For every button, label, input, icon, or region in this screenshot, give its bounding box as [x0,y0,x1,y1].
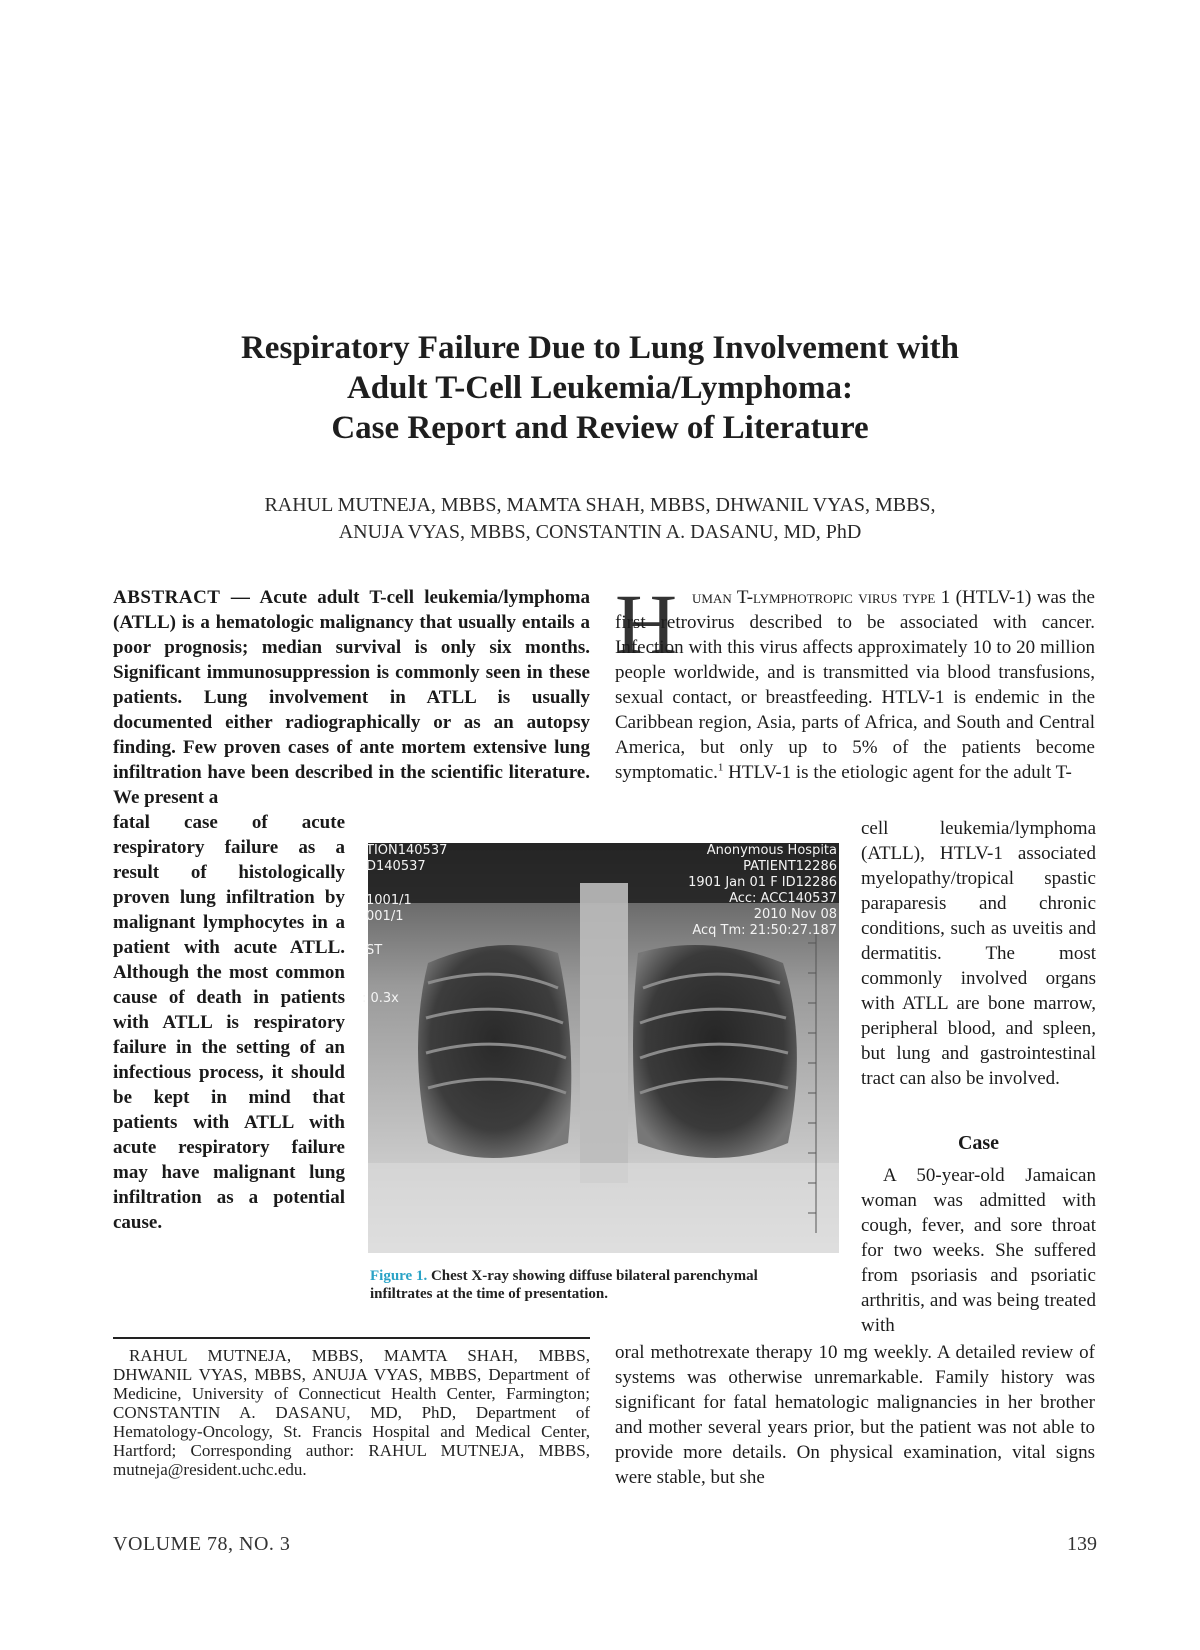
article-title [150,328,1050,448]
page-number: 139 [1067,1533,1097,1555]
intro-paragraph [615,576,1095,785]
xray-label: 001/1 [366,909,404,924]
reference-marker: 1 [717,761,724,774]
figure-caption [370,1267,810,1303]
author-line: RAHUL MUTNEJA, MBBS, MAMTA SHAH, MBBS, DHWANIL VYAS, MBBS, [264,494,936,516]
case-paragraph [861,1163,1096,1338]
intro-continuation: cell leukemia/lymphoma (ATLL), HTLV-1 associated myelopathy/tropical spastic paraparesis and chronic conditions, such as uveitis and dermatitis. The most commonly involved organs with ATLL are bone marrow, peripheral blood, and spleen, but lung and gastrointestinal tract can also be involved. [861,818,1096,1089]
intro-tail: HTLV-1 is the etiologic agent for the adult T- [728,762,1072,783]
chest-xray-image [362,843,839,1253]
section-heading-case: Case [957,1132,1000,1154]
figure-caption-text: Chest X-ray showing diffuse bilateral parenchymal infiltrates at the time of presentation. [370,1268,758,1302]
author-list [150,492,1050,546]
figure-label: Figure 1. [370,1268,428,1284]
abstract-paragraph [113,585,590,810]
title-line: Case Report and Review of Literature [331,410,869,446]
drop-cap: H [615,576,678,672]
xray-label: PATIENT12286 [743,859,837,874]
xray-label: ST [366,943,383,958]
xray-label: 1001/1 [366,893,412,908]
xray-label: 1901 Jan 01 F ID12286 [688,875,837,890]
abstract-heading: ABSTRACT — [113,587,251,608]
xray-label: 2010 Nov 08 [753,907,837,922]
affiliation-text: RAHUL MUTNEJA, MBBS, MAMTA SHAH, MBBS, DHWANIL VYAS, MBBS, ANUJA VYAS, MBBS, Department of Medicine, University of Connecticut Health Center, Farmington; CONSTANTIN A. DASANU, MD, PhD, Department of Hematology-Oncology, St. Francis Hospital and Medical Center, Hartford; Corresponding author: RAHUL MUTNEJA, MBBS, mutneja@resident.uchc.edu. [113,1346,590,1479]
xray-label: D140537 [366,859,426,874]
xray-label: Acq Tm: 21:50:27.187 [692,923,837,938]
case-continuation: oral methotrexate therapy 10 mg weekly. A detailed review of systems was otherwise unremarkable. Family history was significant for fatal hematologic malignancies in her brother and mother several years prior, but the patient was not able to provide more details. On physical examination, vital signs were stable, but she [615,1342,1095,1488]
xray-label: Acc: ACC140537 [729,891,837,906]
author-affiliation-note [113,1346,590,1479]
lead-smallcaps: uman T-lymphotropic virus type 1 [692,587,951,608]
abstract-continuation: fatal case of acute respiratory failure as a result of histologically proven lung infiltration by malignant lymphocytes in a patient with acute ATLL. Although the most common cause of death in patients with ATLL is respiratory failure in the setting of an infectious process, it should be kept in mind that patients with ATLL with acute respiratory failure may have malignant lung infiltration as a potential cause. [113,812,345,1233]
title-line: Adult T-Cell Leukemia/Lymphoma: [346,370,854,406]
case-text: A 50-year-old Jamaican woman was admitted with cough, fever, and sore throat for two weeks. She suffered from psoriasis and psoriatic arthritis, and was being treated with [861,1165,1096,1336]
title-line: Respiratory Failure Due to Lung Involvement with [240,330,960,366]
journal-volume: VOLUME 78, NO. 3 [113,1533,291,1555]
xray-label: TION140537 [366,843,448,858]
author-line: ANUJA VYAS, MBBS, CONSTANTIN A. DASANU, MD, PhD [338,521,862,543]
intro-text: (HTLV-1) was the first retrovirus described to be associated with cancer. Infection with this virus affects approximately 10 to 20 million people worldwide, and is transmitted via blood transfusions, sexual contact, or breastfeeding. HTLV-1 is endemic in the Caribbean region, Asia, parts of Africa, and South and Central America, but only up to 5% of the patients become symptomatic. [615,587,1095,783]
xray-label: Anonymous Hospita [706,843,837,858]
abstract-text: Acute adult T-cell leukemia/lymphoma (ATLL) is a hematologic malignancy that usually entails a poor prognosis; median survival is only six months. Significant immunosuppression is commonly seen in these patients. Lung involvement in ATLL is usually documented either radiographically or as an autopsy finding. Few proven cases of ante mortem extensive lung infiltration have been described in the scientific literature. We present a [113,587,591,808]
xray-label: : 0.3x [362,991,399,1006]
footnote-divider [113,1337,590,1339]
